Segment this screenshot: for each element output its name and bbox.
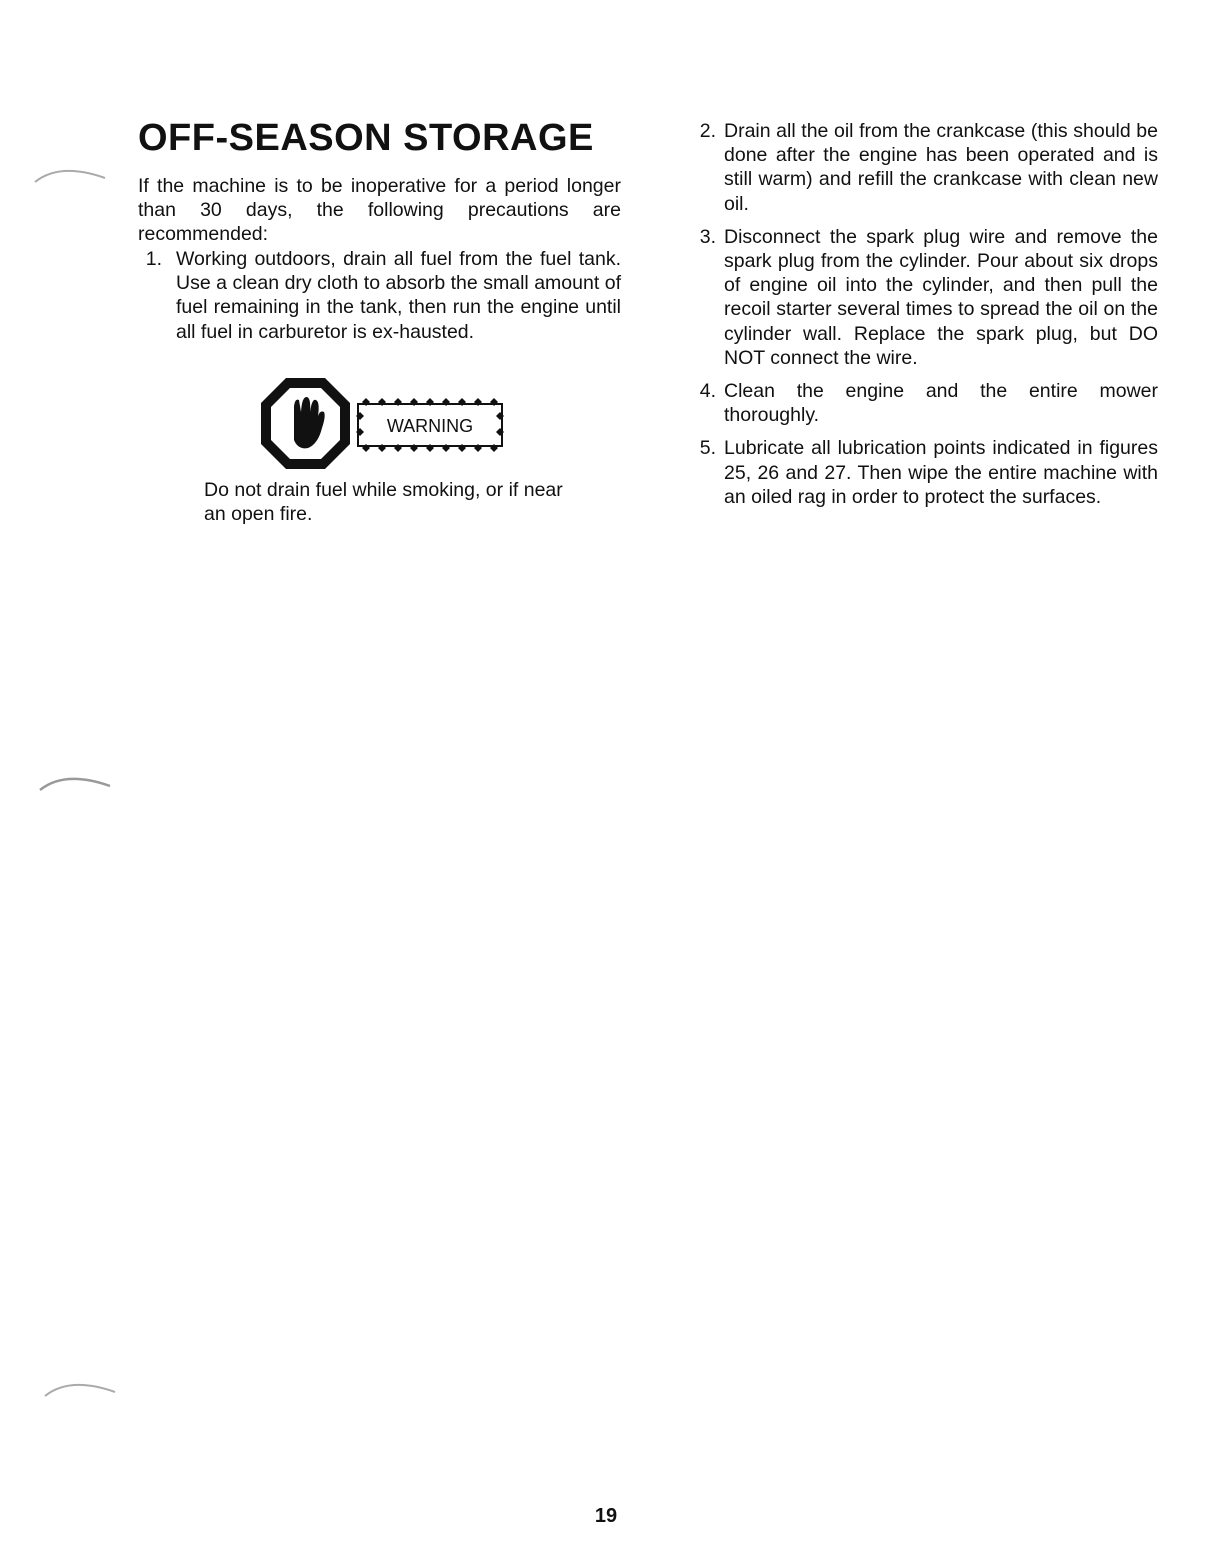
warning-label-box xyxy=(356,398,504,452)
page-number: 19 xyxy=(594,1505,618,1527)
warning-label: WARNING xyxy=(386,416,474,436)
list-item-number: 2. xyxy=(699,120,716,142)
list-item-text: Drain all the oil from the crankcase (this should be done after the engine has been operated and is still warm) and refill the crankcase with clean new oil. xyxy=(724,120,1158,215)
page-title: OFF-SEASON STORAGE xyxy=(138,117,594,159)
list-item xyxy=(686,379,1158,427)
binder-hole-mark-bottom xyxy=(40,1374,120,1404)
warning-text: Do not drain fuel while smoking, or if near an open fire. xyxy=(204,479,563,526)
list-item-text: Clean the engine and the entire mower thoroughly. xyxy=(724,380,1158,427)
list-item-text: Lubricate all lubrication points indicated in figures 25, 26 and 27. Then wipe the entire machine with an oiled rag in order to protect the surfaces. xyxy=(724,437,1158,508)
list-item xyxy=(686,436,1158,509)
list-item xyxy=(138,247,621,344)
warning-graphic xyxy=(258,376,508,471)
list-item xyxy=(686,119,1158,216)
list-item xyxy=(686,225,1158,370)
binder-hole-mark-top xyxy=(30,160,110,190)
list-item-number: 1. xyxy=(145,248,162,270)
steps-list-continued xyxy=(686,119,1158,518)
list-item-number: 3. xyxy=(699,225,716,248)
stop-hand-icon xyxy=(261,378,350,469)
list-item-text: Working outdoors, drain all fuel from the fuel tank. Use a clean dry cloth to absorb the small amount of fuel remaining in the tank, then run the engine until all fuel in carburetor is ex-hausted. xyxy=(176,248,621,343)
intro-paragraph: If the machine is to be inoperative for a period longer than 30 days, the following precautions are recommended: xyxy=(138,175,621,246)
list-item-number: 5. xyxy=(699,437,716,460)
binder-hole-mark-middle xyxy=(35,768,115,798)
list-item-number: 4. xyxy=(699,380,716,403)
list-item-text: Disconnect the spark plug wire and remove the spark plug from the cylinder. Pour about six drops of engine oil into the cylinder, and then pull the recoil starter several times to spread the oil on the cylinder wall. Replace the spark plug, but DO NOT connect the wire. xyxy=(724,225,1158,369)
